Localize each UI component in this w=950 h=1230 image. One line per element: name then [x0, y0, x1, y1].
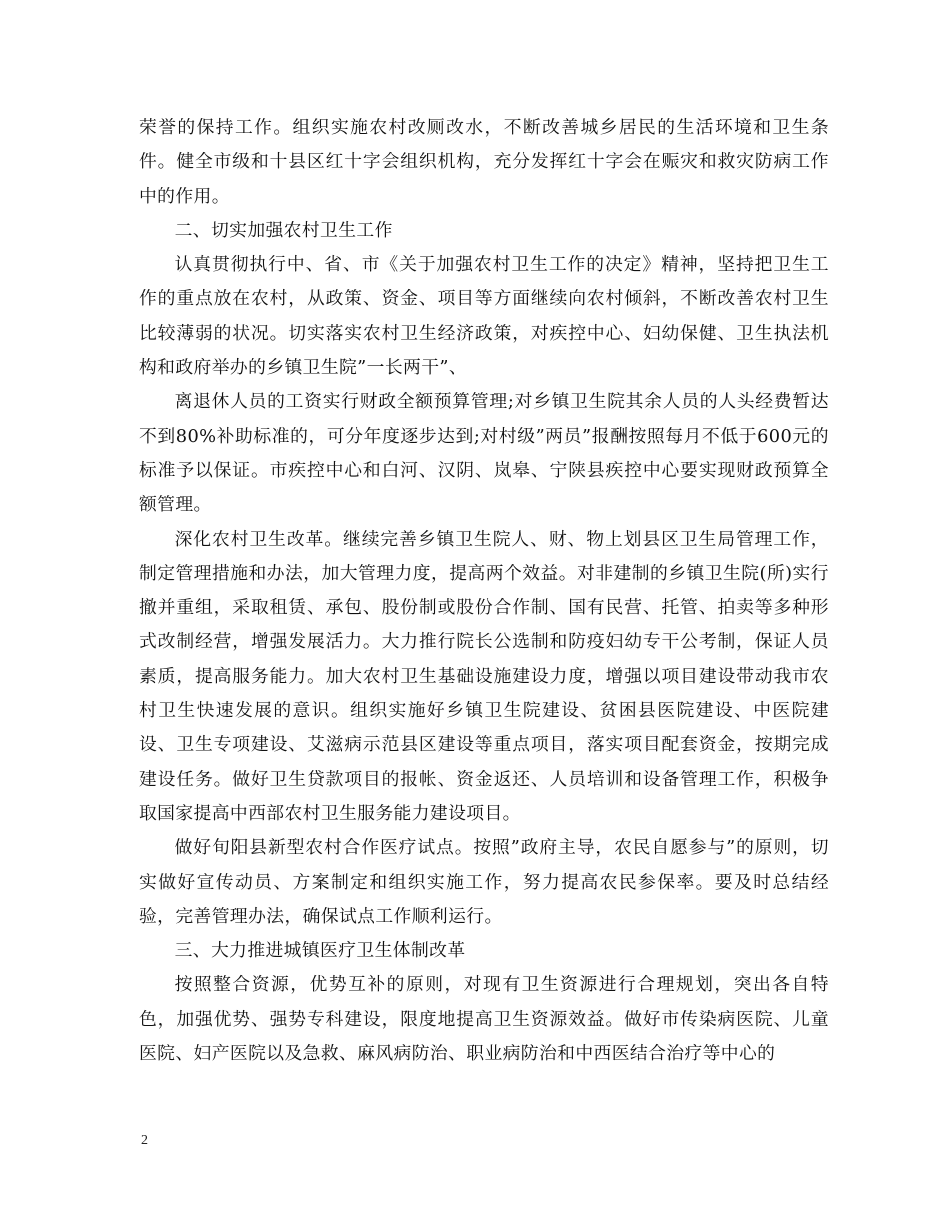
paragraph: 离退休人员的工资实行财政全额预算管理;对乡镇卫生院其余人员的人头经费暂达不到80%补助标准的，可分年度逐步达到;对村级”两员”报酬按照每月不低于600元的标准予以保证。市疾控中心和白河、汉阴、岚皋、宁陕县疾控中心要实现财政预算全额管理。 — [139, 391, 829, 516]
paragraph-continuation: 荣誉的保持工作。组织实施农村改厕改水，不断改善城乡居民的生活环境和卫生条件。健全市级和十县区红十字会组织机构，充分发挥红十字会在赈灾和救灾防病工作中的作用。 — [139, 117, 829, 207]
section-heading-3: 三、大力推进城镇医疗卫生体制改革 — [174, 940, 466, 962]
document-body — [139, 111, 829, 1071]
page-number: 2 — [141, 1133, 148, 1148]
paragraph: 按照整合资源，优势互补的原则，对现有卫生资源进行合理规划，突出各自特色，加强优势、强势专科建设，限度地提高卫生资源效益。做好市传染病医院、儿童医院、妇产医院以及急救、麻风病防治、职业病防治和中西医结合治疗等中心的 — [139, 974, 829, 1065]
paragraph: 深化农村卫生改革。继续完善乡镇卫生院人、财、物上划县区卫生局管理工作，制定管理措施和办法，加大管理力度，提高两个效益。对非建制的乡镇卫生院(所)实行撤并重组，采取租赁、承包、股份制或股份合作制、国有民营、托管、拍卖等多种形式改制经营，增强发展活力。大力推行院长公选制和防疫妇幼专干公考制，保证人员素质，提高服务能力。加大农村卫生基础设施建设力度，增强以项目建设带动我市农村卫生快速发展的意识。组织实施好乡镇卫生院建设、贫困县医院建设、中医院建设、卫生专项建设、艾滋病示范县区建设等重点项目，落实项目配套资金，按期完成建设任务。做好卫生贷款项目的报帐、资金返还、人员培训和设备管理工作，积极争取国家提高中西部农村卫生服务能力建设项目。 — [139, 528, 829, 824]
paragraph: 做好旬阳县新型农村合作医疗试点。按照”政府主导，农民自愿参与”的原则，切实做好宣传动员、方案制定和组织实施工作，努力提高农民参保率。要及时总结经验，完善管理办法，确保试点工作顺利运行。 — [139, 837, 829, 927]
paragraph: 认真贯彻执行中、省、市《关于加强农村卫生工作的决定》精神，坚持把卫生工作的重点放在农村，从政策、资金、项目等方面继续向农村倾斜，不断改善农村卫生比较薄弱的状况。切实落实农村卫生经济政策，对疾控中心、妇幼保健、卫生执法机构和政府举办的乡镇卫生院”一长两干”、 — [139, 254, 829, 379]
section-heading-2: 二、切实加强农村卫生工作 — [174, 219, 393, 241]
